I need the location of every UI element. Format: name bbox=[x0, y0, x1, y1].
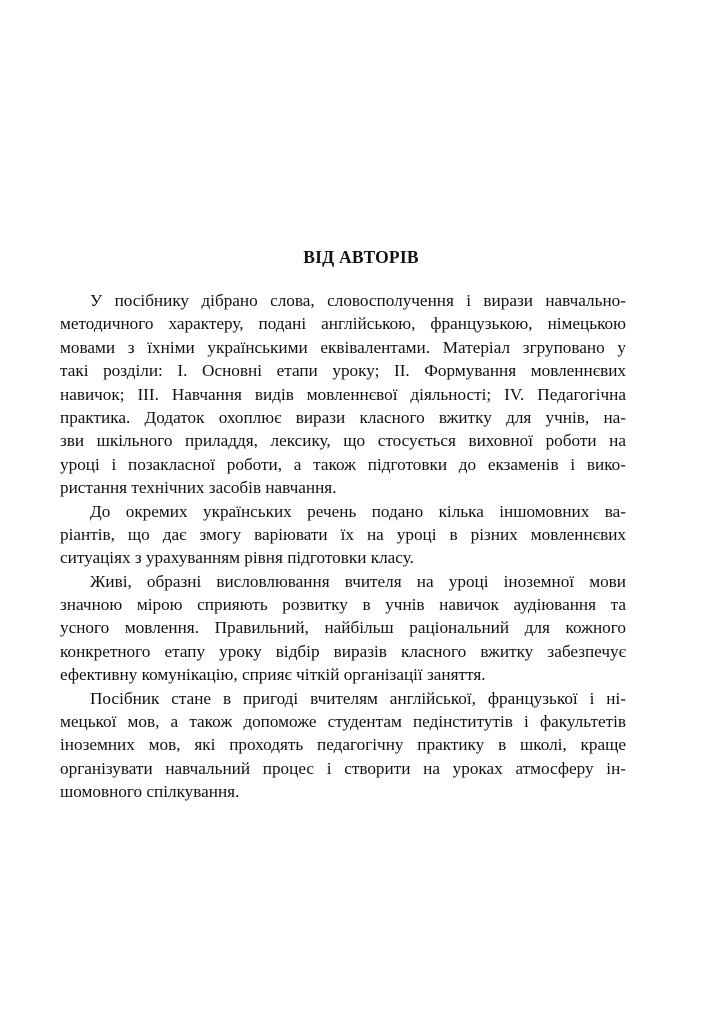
text-line: практика. Додаток охоплює вирази класного вжитку для учнів, на- bbox=[60, 407, 626, 427]
body-text bbox=[60, 289, 626, 804]
text-line: мовами з їхніми українськими еквівалентами. Матеріал згруповано у bbox=[60, 337, 626, 357]
text-line: У посібнику дібрано слова, словосполучення і вирази навчально- bbox=[90, 291, 626, 310]
paragraph-speech bbox=[60, 570, 626, 687]
text-line: Посібник стане в пригоді вчителям англійської, французької і ні- bbox=[90, 688, 626, 708]
text-line: такі розділи: І. Основні етапи уроку; ІІ. Формування мовленнєвих bbox=[60, 361, 626, 381]
text-line: мецької мов, а також допоможе студентам педінститутів і факультетів bbox=[60, 712, 626, 732]
text-line: організувати навчальний процес і створити на уроках атмосферу ін- bbox=[60, 758, 626, 778]
text-line: іноземних мов, які проходять педагогічну практику в школі, краще bbox=[60, 735, 626, 755]
text-line: уроці і позакласної роботи, а також підготовки до екзаменів і вико- bbox=[60, 454, 626, 474]
page-title: ВІД АВТОРІВ bbox=[303, 247, 419, 267]
text-line: ріантів, що дає змогу варіювати їх на уроці в різних мовленнєвих bbox=[60, 524, 626, 544]
text-line: ситуаціях з урахуванням рівня підготовки класу. bbox=[60, 548, 414, 568]
text-line: зви шкільного приладдя, лексику, що стосується виховної роботи на bbox=[60, 431, 626, 451]
text-line: навичок; ІІІ. Навчання видів мовленнєвої діяльності; IV. Педагогічна bbox=[60, 384, 626, 404]
text-line: методичного характеру, подані англійською, французькою, німецькою bbox=[60, 314, 626, 334]
text-line: ефективну комунікацію, сприяє чіткій організації заняття. bbox=[60, 665, 486, 685]
text-line: ристання технічних засобів навчання. bbox=[60, 478, 337, 498]
text-line: конкретного етапу уроку відбір виразів класного вжитку забезпечує bbox=[60, 641, 626, 661]
paragraph-variants bbox=[60, 500, 626, 570]
text-line: Живі, образні висловлювання вчителя на уроці іноземної мови bbox=[90, 571, 626, 591]
text-line: шомовного спілкування. bbox=[60, 782, 240, 802]
text-line: значною мірою сприяють розвитку в учнів навичок аудіювання та bbox=[60, 595, 626, 615]
paragraph-intro bbox=[60, 289, 626, 500]
paragraph-usefulness bbox=[60, 687, 626, 804]
text-line: усного мовлення. Правильний, найбільш раціональний для кожного bbox=[60, 618, 626, 638]
text-line: До окремих українських речень подано кілька іншомовних ва- bbox=[90, 501, 626, 521]
